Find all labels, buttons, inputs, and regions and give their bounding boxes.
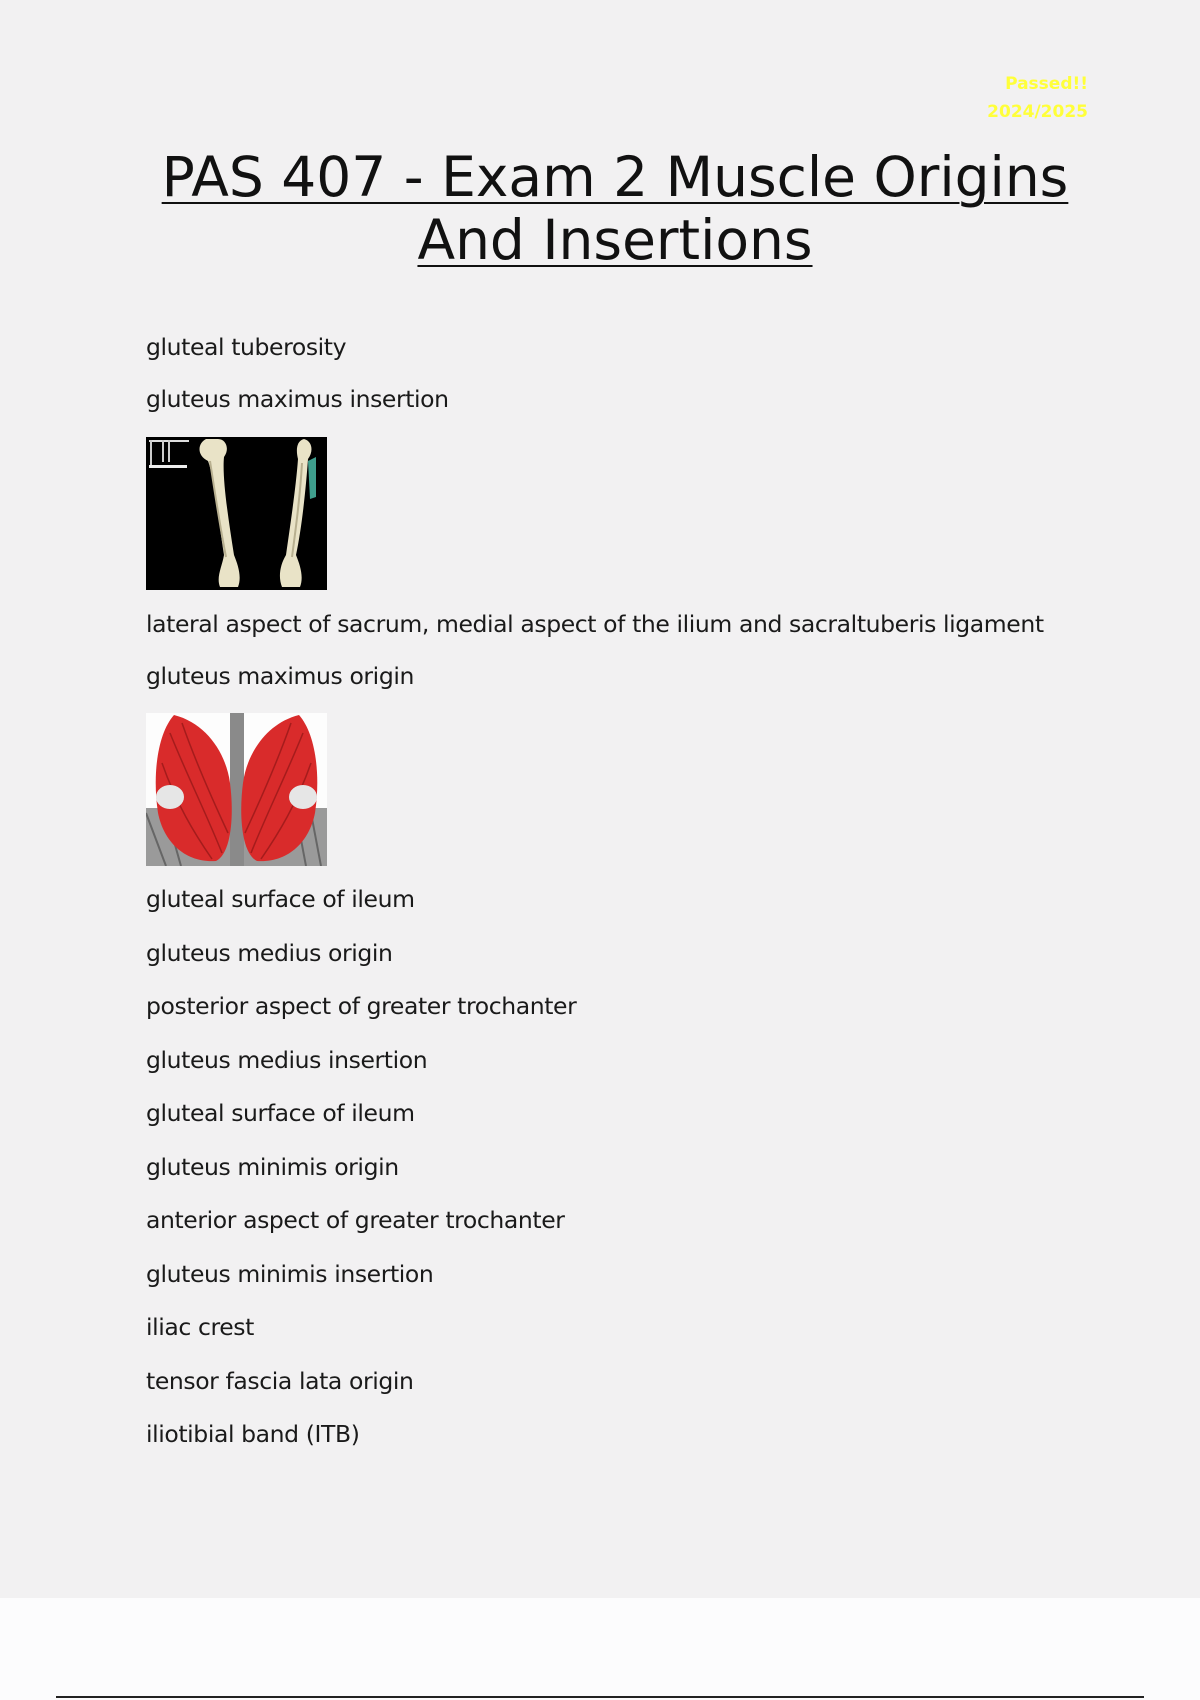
stamp-line-2: 2024/2025	[987, 102, 1088, 122]
flashcard-term: gluteal tuberosity	[146, 333, 347, 361]
flashcard-term: anterior aspect of greater trochanter	[146, 1206, 565, 1234]
stamp-line-1: Passed!!	[1005, 74, 1088, 94]
flashcard-definition: gluteus medius insertion	[146, 1046, 428, 1074]
document-title: PAS 407 - Exam 2 Muscle Origins And Insertions	[161, 145, 1069, 272]
passed-stamp	[987, 70, 1088, 126]
page-footer	[0, 1598, 1200, 1700]
flashcard-definition: gluteus minimis insertion	[146, 1260, 434, 1288]
flashcard-term: lateral aspect of sacrum, medial aspect of the ilium and sacraltuberis ligament	[146, 610, 1044, 638]
flashcard-definition: gluteus minimis origin	[146, 1153, 399, 1181]
flashcard-definition: gluteus maximus insertion	[146, 385, 449, 413]
flashcard-term: posterior aspect of greater trochanter	[146, 992, 577, 1020]
flashcard-term: gluteal surface of ileum	[146, 885, 415, 913]
flashcard-definition: gluteus medius origin	[146, 939, 393, 967]
flashcard-term: iliotibial band (ITB)	[146, 1420, 360, 1448]
footer-rule	[56, 1696, 1144, 1698]
flashcard-definition: gluteus maximus origin	[146, 662, 414, 690]
flashcard-term: iliac crest	[146, 1313, 254, 1341]
gluteus-maximus-image	[146, 713, 327, 866]
flashcard-definition: tensor fascia lata origin	[146, 1367, 414, 1395]
femur-bones-image	[146, 437, 327, 590]
flashcard-term: gluteal surface of ileum	[146, 1099, 415, 1127]
